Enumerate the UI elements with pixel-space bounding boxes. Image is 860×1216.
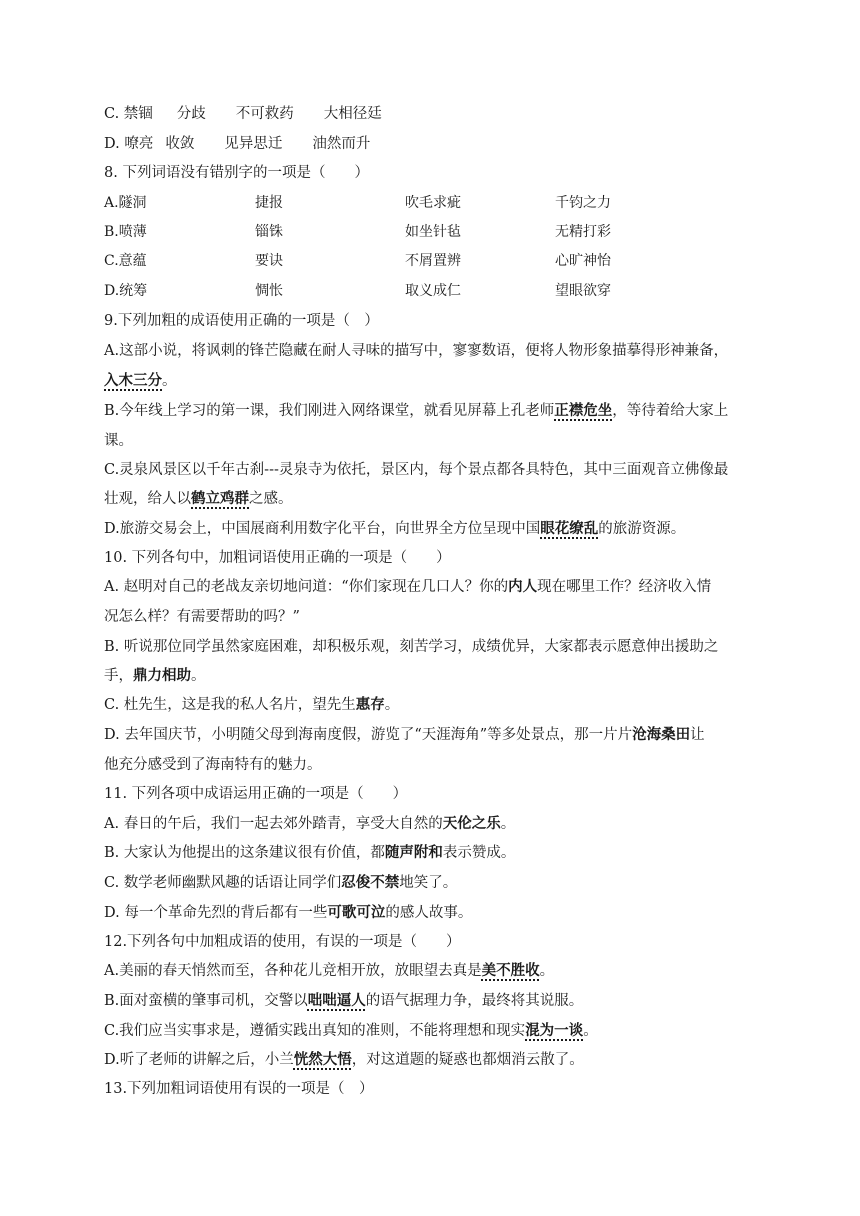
bold-word: 忍俊不禁	[341, 874, 400, 891]
emphasized-idiom: 鹤立鸡群	[191, 490, 249, 507]
word: 油然而升	[312, 136, 371, 152]
bold-word: 惠存	[355, 696, 385, 713]
question-12-stem: 12.下列各句中加粗成语的使用，有误的一项是（ ）	[104, 934, 461, 950]
word: 分歧	[176, 106, 206, 122]
q9-option-b-line1: B.今年线上学习的第一课，我们刚进入网络课堂，就看见屏幕上孔老师正襟危坐，等待着给大家上	[104, 402, 729, 419]
q8-b-3: 如坐针毡	[405, 224, 461, 240]
question-13-stem: 13.下列加粗词语使用有误的一项是（ ）	[104, 1081, 374, 1097]
q8-c-4: 心旷神怡	[555, 253, 611, 269]
q12-option-b: B.面对蛮横的肇事司机，交警以咄咄逼人的语气据理力争，最终将其说服。	[104, 992, 584, 1009]
question-8-stem: 8. 下列词语没有错别字的一项是（ ）	[104, 165, 369, 181]
q12-option-c: C.我们应当实事求是，遵循实践出真知的准则，不能将理想和现实混为一谈。	[104, 1022, 598, 1039]
q11-option-c: C. 数学老师幽默风趣的话语让同学们忍俊不禁地笑了。	[104, 874, 458, 891]
bold-word: 天伦之乐	[442, 815, 501, 832]
q8-b-1: B.喷薄	[104, 224, 147, 240]
q10-option-b-line1: B. 听说那位同学虽然家庭困难，却积极乐观，刻苦学习，成绩优异，大家都表示愿意伸出援助之	[104, 639, 719, 655]
bold-word: 鼎力相助	[133, 667, 191, 684]
emphasized-idiom: 咄咄逼人	[307, 992, 366, 1009]
q11-option-a: A. 春日的午后，我们一起去郊外踏青，享受大自然的天伦之乐。	[104, 815, 516, 832]
option-c-line	[104, 104, 382, 124]
q9-option-a-line1: A.这部小说，将讽刺的锋芒隐藏在耐人寻味的描写中，寥寥数语，便将人物形象描摹得形神兼备，	[104, 343, 729, 359]
q8-a-1: A.隧洞	[104, 195, 147, 211]
q8-b-4: 无精打彩	[555, 224, 611, 240]
question-9-stem: 9.下列加粗的成语使用正确的一项是（ ）	[104, 313, 379, 329]
q10-option-b-line2: 手，鼎力相助。	[104, 667, 206, 684]
q11-option-b: B. 大家认为他提出的这条建议很有价值，都随声附和表示赞成。	[104, 844, 516, 861]
q9-option-c-line1: C.灵泉风景区以千年古刹---灵泉寺为依托，景区内，每个景点都各具特色，其中三面观音立佛像最	[104, 462, 729, 478]
q8-d-4: 望眼欲穿	[555, 283, 611, 299]
q12-option-a: A.美丽的春天悄然而至，各种花儿竞相开放，放眼望去真是美不胜收。	[104, 962, 555, 979]
emphasized-idiom: 美不胜收	[481, 962, 540, 979]
emphasized-idiom: 正襟危坐	[554, 402, 613, 419]
bold-word: 可歌可泣	[327, 904, 386, 921]
q11-option-d: D. 每一个革命先烈的背后都有一些可歌可泣的感人故事。	[104, 904, 473, 921]
bold-word: 沧海桑田	[632, 726, 691, 743]
q8-c-3: 不屑置辨	[405, 253, 461, 269]
option-label: C. 禁锢	[104, 106, 153, 122]
q8-d-3: 取义成仁	[405, 283, 461, 299]
q10-option-c-line: C. 杜先生，这是我的私人名片，望先生惠存。	[104, 696, 400, 713]
q8-b-2: 锱铢	[255, 224, 283, 240]
q9-option-b-line2: 课。	[104, 433, 133, 449]
q9-option-d-line: D.旅游交易会上，中国展商利用数字化平台，向世界全方位呈现中国眼花缭乱的旅游资源。	[104, 520, 686, 537]
q8-a-2: 捷报	[255, 195, 283, 211]
q8-d-2: 惆怅	[255, 283, 283, 299]
emphasized-idiom: 混为一谈	[525, 1022, 584, 1039]
q10-option-a-line1: A. 赵明对自己的老战友亲切地问道：“你们家现在几口人？你的内人现在哪里工作？经济收入情	[104, 578, 712, 595]
bold-word: 内人	[508, 578, 538, 595]
emphasized-idiom: 眼花缭乱	[540, 520, 599, 537]
q9-option-c-line2: 壮观，给人以鹤立鸡群之感。	[104, 490, 293, 507]
q9-option-a-line2: 入木三分。	[104, 372, 177, 389]
q12-option-d: D.听了老师的讲解之后，小兰恍然大悟，对这道题的疑惑也都烟消云散了。	[104, 1051, 584, 1068]
emphasized-idiom: 入木三分	[104, 372, 162, 389]
option-label: D. 嘹亮	[104, 136, 154, 152]
q10-option-a-line2: 况怎么样？有需要帮助的吗？”	[104, 609, 300, 625]
question-11-stem: 11. 下列各项中成语运用正确的一项是（ ）	[104, 786, 408, 802]
q10-option-d-line1: D. 去年国庆节，小明随父母到海南度假，游览了“天涯海角”等多处景点，那一片片沧海桑田让	[104, 726, 705, 743]
word: 收敛	[165, 136, 195, 152]
option-d-line	[104, 134, 370, 154]
question-10-stem: 10. 下列各句中，加粗词语使用正确的一项是（ ）	[104, 550, 451, 566]
emphasized-idiom: 恍然大悟	[293, 1051, 352, 1068]
q8-a-3: 吹毛求疵	[405, 195, 461, 211]
word: 不可救药	[235, 106, 294, 122]
q10-option-d-line2: 他充分感受到了海南特有的魅力。	[104, 757, 322, 773]
q8-a-4: 千钧之力	[555, 195, 611, 211]
bold-word: 随声附和	[384, 844, 443, 861]
q8-c-1: C.意蕴	[104, 253, 147, 269]
word: 大相径廷	[323, 106, 382, 122]
word: 见异思迁	[224, 136, 283, 152]
q8-c-2: 要诀	[255, 253, 283, 269]
q8-d-1: D.统筹	[104, 283, 148, 299]
